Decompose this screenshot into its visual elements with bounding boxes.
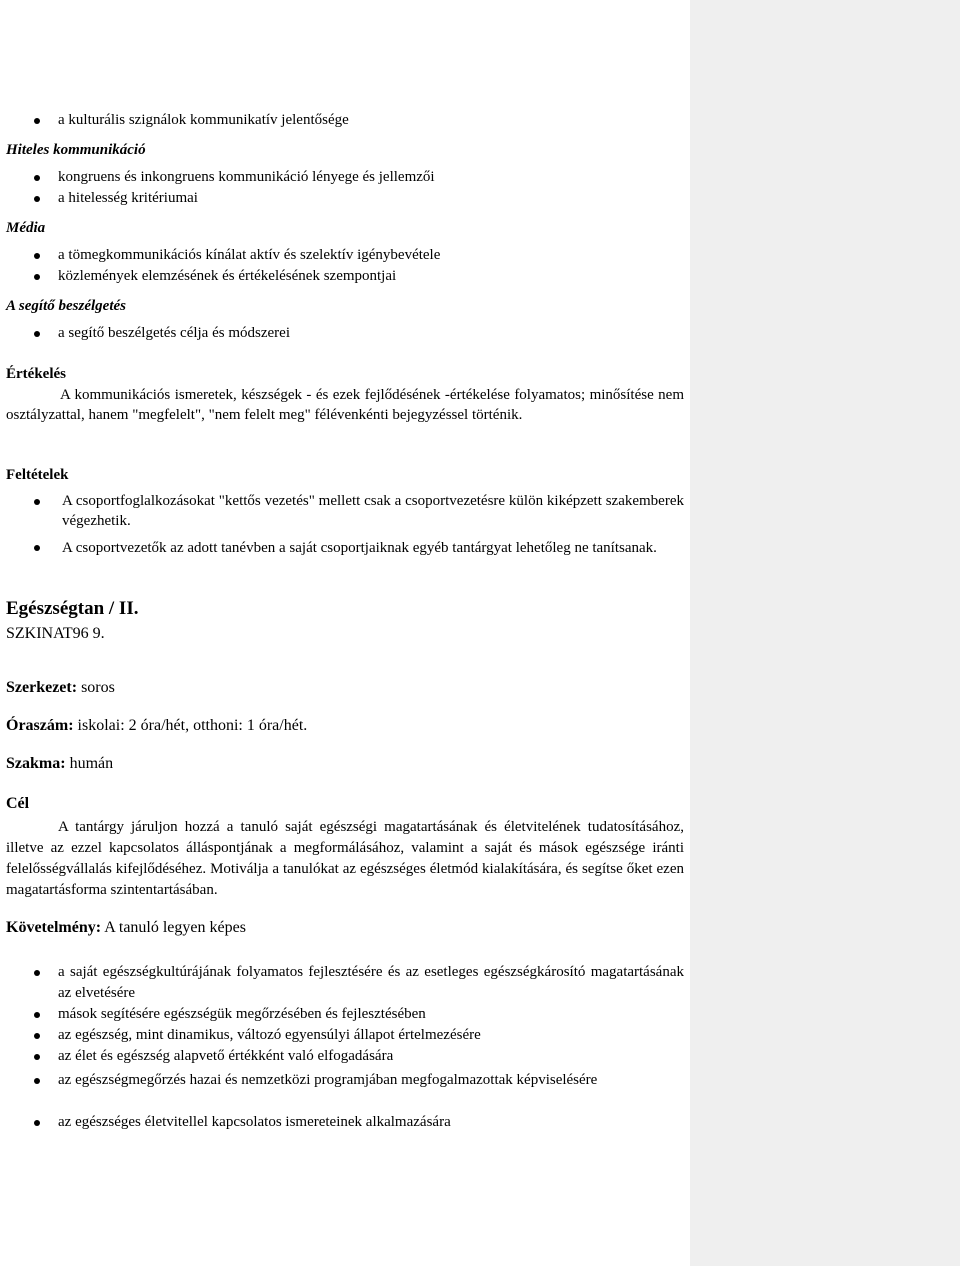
- heading-hiteles-kommunikacio: Hiteles kommunikáció: [6, 142, 146, 158]
- bullet-icon: [34, 970, 40, 976]
- bullet-icon: [34, 253, 40, 259]
- bullet-icon: [34, 196, 40, 202]
- bullet-icon: [34, 1078, 40, 1084]
- cel-paragraph: A tantárgy járuljon hozzá a tanuló saját egészségi magatartásának és életvitelének tudatosításához, illetve az ezzel kapcsolatos álláspontjának a megformálásához, valamint a saját és mások egészsége iránti felelősségvállalás kifejlődéséhez. Motiválja a tanulókat az egészséges életmód kialakítására, és segítse őket ezen magatartásforma szintentartásában.: [6, 819, 684, 898]
- list-item: közlemények elemzésének és értékelésének szempontjai: [58, 268, 397, 284]
- list-item: A csoportfoglalkozásokat "kettős vezetés" mellett csak a csoportvezetésre külön kiképzett szakemberek végezhetik.: [62, 493, 684, 529]
- szerkezet-label: Szerkezet:: [6, 679, 78, 696]
- comment-margin-pane: [690, 0, 960, 1266]
- bullet-icon: [34, 499, 40, 505]
- list-item: kongruens és inkongruens kommunikáció lényege és jellemzői: [58, 169, 435, 185]
- bullet-icon: [34, 1120, 40, 1126]
- heading-feltetelek: Feltételek: [6, 467, 69, 483]
- list-item: a tömegkommunikációs kínálat aktív és szelektív igénybevétele: [58, 247, 441, 263]
- kovetelmeny-label: Követelmény:: [6, 919, 102, 936]
- szakma-line: [6, 754, 113, 774]
- heading-ertekeles: Értékelés: [6, 366, 66, 382]
- list-item: a segítő beszélgetés célja és módszerei: [58, 325, 290, 341]
- list-item: a saját egészségkultúrájának folyamatos fejlesztésére és az esetleges egészségkárosító magatartásának az elvetésére: [58, 964, 684, 1001]
- bullet-icon: [34, 175, 40, 181]
- bullet-icon: [34, 331, 40, 337]
- oraszam-value: iskolai: 2 óra/hét, otthoni: 1 óra/hét.: [73, 717, 308, 734]
- list-item: A csoportvezetők az adott tanévben a saját csoportjaiknak egyéb tantárgyat lehetőleg ne tanítsanak.: [62, 540, 657, 556]
- list-item: az egészség, mint dinamikus, változó egyensúlyi állapot értelmezésére: [58, 1027, 481, 1043]
- bullet-icon: [34, 1033, 40, 1039]
- kovetelmeny-value: A tanuló legyen képes: [101, 919, 246, 936]
- oraszam-label: Óraszám:: [6, 717, 74, 734]
- bullet-icon: [34, 274, 40, 280]
- szakma-label: Szakma:: [6, 755, 66, 772]
- list-item: az egészséges életvitellel kapcsolatos ismereteinek alkalmazására: [58, 1114, 451, 1130]
- cel-heading: Cél: [6, 795, 30, 812]
- subject-title: Egészségtan / II.: [6, 598, 139, 619]
- list-item: az egészségmegőrzés hazai és nemzetközi programjában megfogalmazottak képviselésére: [58, 1072, 598, 1088]
- list-item: a hitelesség kritériumai: [58, 190, 198, 206]
- kovetelmeny-line: [6, 918, 246, 938]
- szerkezet-value: soros: [77, 679, 115, 696]
- bullet-icon: [34, 1012, 40, 1018]
- oraszam-line: [6, 716, 307, 736]
- list-item: az élet és egészség alapvető értékként való elfogadására: [58, 1048, 394, 1064]
- bullet-icon: [34, 118, 40, 124]
- heading-segito-beszelgetes: A segítő beszélgetés: [6, 298, 126, 314]
- szerkezet-line: [6, 678, 115, 698]
- bullet-icon: [34, 545, 40, 551]
- heading-media: Média: [6, 220, 46, 236]
- list-item: a kulturális szignálok kommunikatív jelentősége: [58, 112, 349, 128]
- szakma-value: humán: [65, 755, 114, 772]
- ertekeles-paragraph: A kommunikációs ismeretek, készségek - és ezek fejlődésének -értékelése folyamatos; minősítése nem osztályzattal, hanem "megfelelt", "nem felelt meg" félévenkénti bejegyzéssel történik.: [6, 387, 684, 423]
- bullet-icon: [34, 1054, 40, 1060]
- list-item: mások segítésére egészségük megőrzésében és fejlesztésében: [58, 1006, 426, 1022]
- subject-code: SZKINAT96 9.: [6, 625, 105, 642]
